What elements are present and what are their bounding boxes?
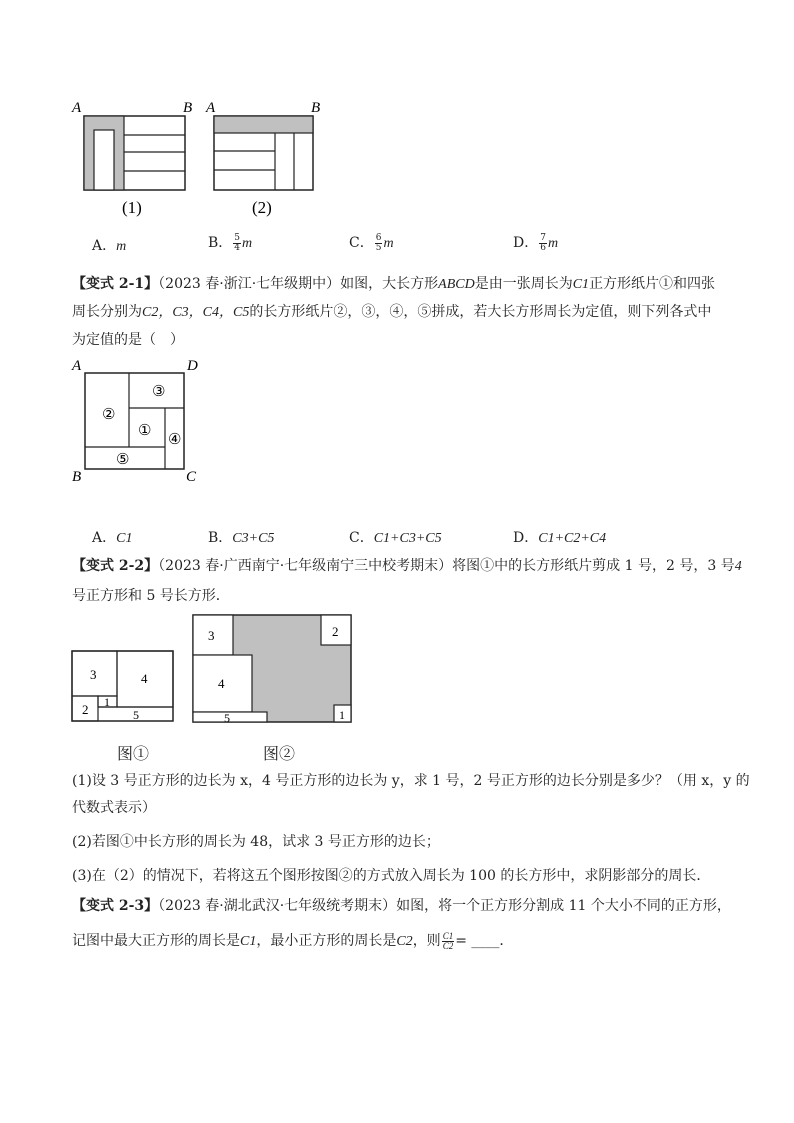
problem-tag: 【变式 2-3】	[72, 898, 159, 914]
piece-2: ②	[102, 407, 116, 423]
problem-tag: 【变式 2-1】	[72, 276, 159, 292]
problem-source: （2023 春·浙江·七年级期中）	[158, 276, 341, 292]
v22-question-3: (3)在（2）的情况下，若将这五个图形按图②的方式放入周长为 100 的长方形中，求阴影部分的周长．	[72, 868, 711, 884]
piece-5: ⑤	[116, 452, 130, 468]
piece-4: 4	[141, 671, 148, 686]
piece-2: 2	[82, 702, 89, 717]
option-value: m	[383, 236, 394, 251]
label-a: A	[72, 358, 82, 374]
figure-1	[60, 95, 200, 220]
v21-line1: 【变式 2-1】（2023 春·浙江·七年级期中）如图，大长方形ABCD是由一张周长为C1正方形纸片①和四张	[72, 276, 716, 292]
label-b: B	[183, 100, 193, 116]
piece-3: 3	[90, 667, 97, 682]
option-c	[349, 232, 394, 253]
piece-5: 5	[224, 711, 230, 725]
option-value: m	[242, 236, 253, 251]
piece-1: 1	[104, 695, 110, 709]
piece-1: ①	[138, 423, 152, 439]
figure-2	[200, 95, 340, 220]
option-prefix: D．	[513, 235, 539, 251]
fraction: $\frac{7}{6}$	[540, 232, 546, 253]
v21-figure	[70, 358, 205, 486]
label-c: C	[186, 469, 197, 485]
v22-question-2: (2)若图①中长方形的周长为 48，试求 3 号正方形的边长；	[72, 834, 440, 850]
v21-line3: 为定值的是（ ）	[72, 332, 184, 348]
option-prefix: B．	[208, 235, 233, 251]
v22-line1: 【变式 2-2】（2023 春·广西南宁·七年级南宁三中校考期末）将图①中的长方形纸片剪成 1 号，2 号，3 号4	[72, 558, 742, 574]
piece-3: ③	[152, 384, 166, 400]
v22-figure-2	[191, 613, 355, 725]
label-a: A	[206, 100, 216, 116]
v22-line2: 号正方形和 5 号长方形．	[72, 588, 230, 604]
label-d: D	[187, 358, 198, 374]
v22-question-1a: (1)设 3 号正方形的边长为 x，4 号正方形的边长为 y，求 1 号，2 号正方形的边长分别是多少？（用 x，y 的	[72, 773, 750, 789]
option-b	[208, 232, 252, 253]
fraction: $\frac{6}{5}$	[375, 232, 382, 253]
label-b: B	[311, 100, 321, 116]
piece-2: 2	[332, 624, 339, 639]
v21-option-c: C．C1+C3+C5	[349, 530, 442, 546]
figure-caption-2: 图②	[263, 744, 296, 763]
piece-4: 4	[218, 676, 225, 691]
piece-5: 5	[133, 708, 139, 722]
problem-source: （2023 春·湖北武汉·七年级统考期末）	[158, 898, 397, 914]
piece-3: 3	[208, 628, 215, 643]
fraction: $\frac{C1}{C2}$	[442, 930, 454, 951]
option-prefix: A．	[92, 238, 117, 254]
option-prefix: C．	[349, 235, 374, 251]
v21-option-a: A．C1	[92, 530, 133, 546]
piece-4: ④	[168, 432, 182, 448]
problem-source: （2023 春·广西南宁·七年级南宁三中校考期末）	[158, 558, 453, 574]
piece-1: 1	[339, 708, 345, 722]
figure-caption: (1)	[122, 198, 142, 217]
v21-option-b: B．C3+C5	[208, 530, 275, 546]
option-value: m	[116, 239, 127, 254]
fraction: $\frac{5}{4}$	[234, 232, 241, 253]
v22-figure-1	[70, 648, 176, 724]
label-a: A	[72, 100, 82, 116]
option-d	[513, 232, 558, 253]
label-b: B	[72, 469, 82, 485]
figure-caption: (2)	[252, 198, 272, 217]
option-value: m	[547, 236, 559, 251]
option-a	[92, 235, 126, 255]
problem-tag: 【变式 2-2】	[72, 558, 159, 574]
v23-line2: 记图中最大正方形的周长是C1，最小正方形的周长是C2，则 $\frac{C1}{C2}$ = ____．	[72, 930, 514, 951]
v21-line2: 周长分别为C2，C3，C4，C5的长方形纸片②，③，④，⑤拼成，若大长方形周长为定值，则下列各式中	[72, 304, 712, 320]
v23-line1: 【变式 2-3】（2023 春·湖北武汉·七年级统考期末）如图，将一个正方形分割成 11 个大小不同的正方形，	[72, 898, 731, 914]
figure-caption-1: 图①	[117, 744, 150, 763]
v22-question-1b: 代数式表示）	[72, 800, 156, 816]
v21-option-d: D．C1+C2+C4	[513, 530, 607, 546]
